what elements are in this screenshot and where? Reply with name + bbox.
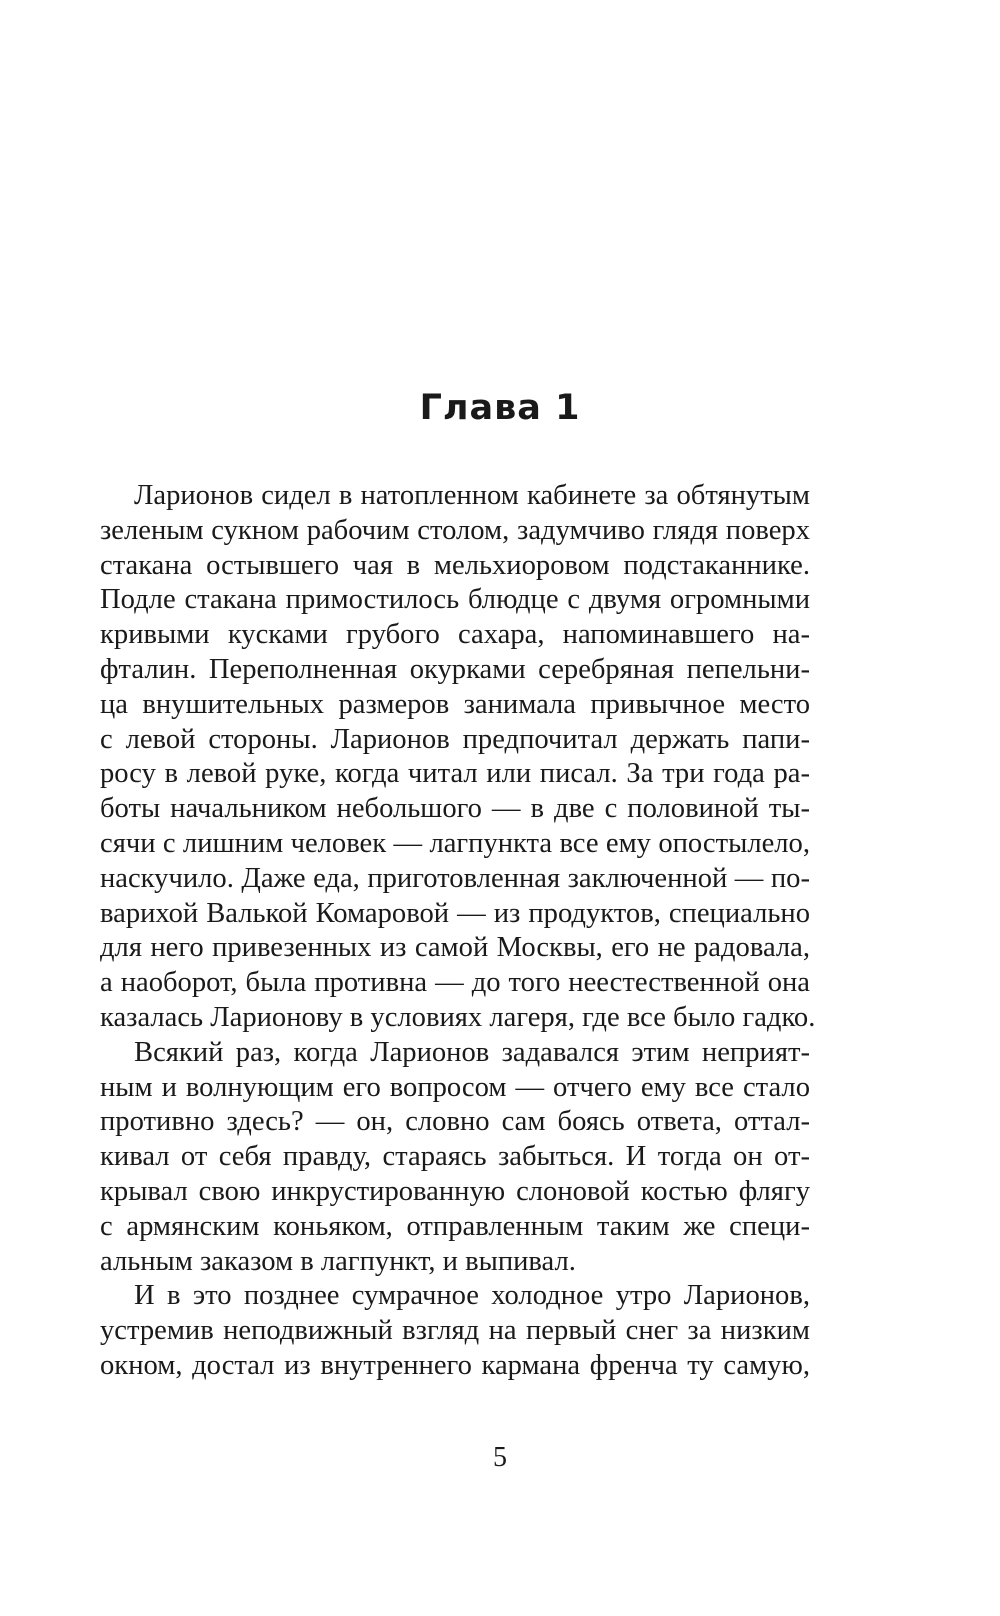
paragraph-line: наскучило. Даже еда, приготовленная заключенной — по- — [100, 862, 810, 894]
paragraph-line: крывал свою инкрустированную слоновой костью флягу — [100, 1175, 810, 1207]
paragraph-line: росу в левой руке, когда читал или писал. За три года ра- — [100, 758, 810, 790]
paragraph-line: сячи с лишним человек — лагпункта все ему опостылело, — [100, 827, 810, 859]
chapter-title: Глава 1 — [419, 388, 581, 428]
paragraph-line: зеленым сукном рабочим столом, задумчиво глядя поверх — [100, 514, 810, 546]
paragraph-line: фталин. Переполненная окурками серебряная пепельни- — [100, 653, 810, 685]
paragraph-line: альным заказом в лагпункт, и выпивал. — [100, 1245, 576, 1277]
paragraph-line: с армянским коньяком, отправленным таким же специ- — [100, 1210, 810, 1242]
paragraph-line: с левой стороны. Ларионов предпочитал держать папи- — [100, 723, 810, 755]
body-text — [100, 479, 816, 1384]
paragraph-line: казалась Ларионову в условиях лагеря, где все было гадко. — [100, 1001, 816, 1033]
paragraph-line: а наоборот, была противна — до того неестественной она — [100, 967, 810, 999]
paragraph-line: противно здесь? — он, словно сам боясь ответа, оттал- — [100, 1106, 810, 1138]
paragraph-line: стакана остывшего чая в мельхиоровом подстаканнике. — [100, 549, 810, 581]
paragraph-line: устремив неподвижный взгляд на первый снег за низким — [100, 1315, 810, 1347]
paragraph-line: Подле стакана примостилось блюдце с двумя огромными — [100, 584, 810, 616]
paragraph-line: И в это позднее сумрачное холодное утро Ларионов, — [134, 1280, 810, 1312]
paragraph-line: ца внушительных размеров занимала привычное место — [100, 688, 810, 720]
page-number: 5 — [493, 1442, 507, 1473]
paragraph-line: боты начальником небольшого — в две с половиной ты- — [100, 793, 810, 825]
paragraph-line: Всякий раз, когда Ларионов задавался этим неприят- — [134, 1036, 810, 1068]
paragraph-line: окном, достал из внутреннего кармана френча ту самую, — [100, 1349, 810, 1381]
paragraph-line: варихой Валькой Комаровой — из продуктов, специально — [100, 897, 810, 929]
paragraph-line: кривыми кусками грубого сахара, напоминавшего на- — [100, 619, 810, 651]
paragraph-line: для него привезенных из самой Москвы, его не радовала, — [100, 932, 810, 964]
paragraph-line: кивал от себя правду, стараясь забыться. И тогда он от- — [100, 1141, 810, 1173]
paragraph-line: ным и волнующим его вопросом — отчего ему все стало — [100, 1071, 810, 1103]
paragraph-line: Ларионов сидел в натопленном кабинете за обтянутым — [134, 480, 810, 511]
